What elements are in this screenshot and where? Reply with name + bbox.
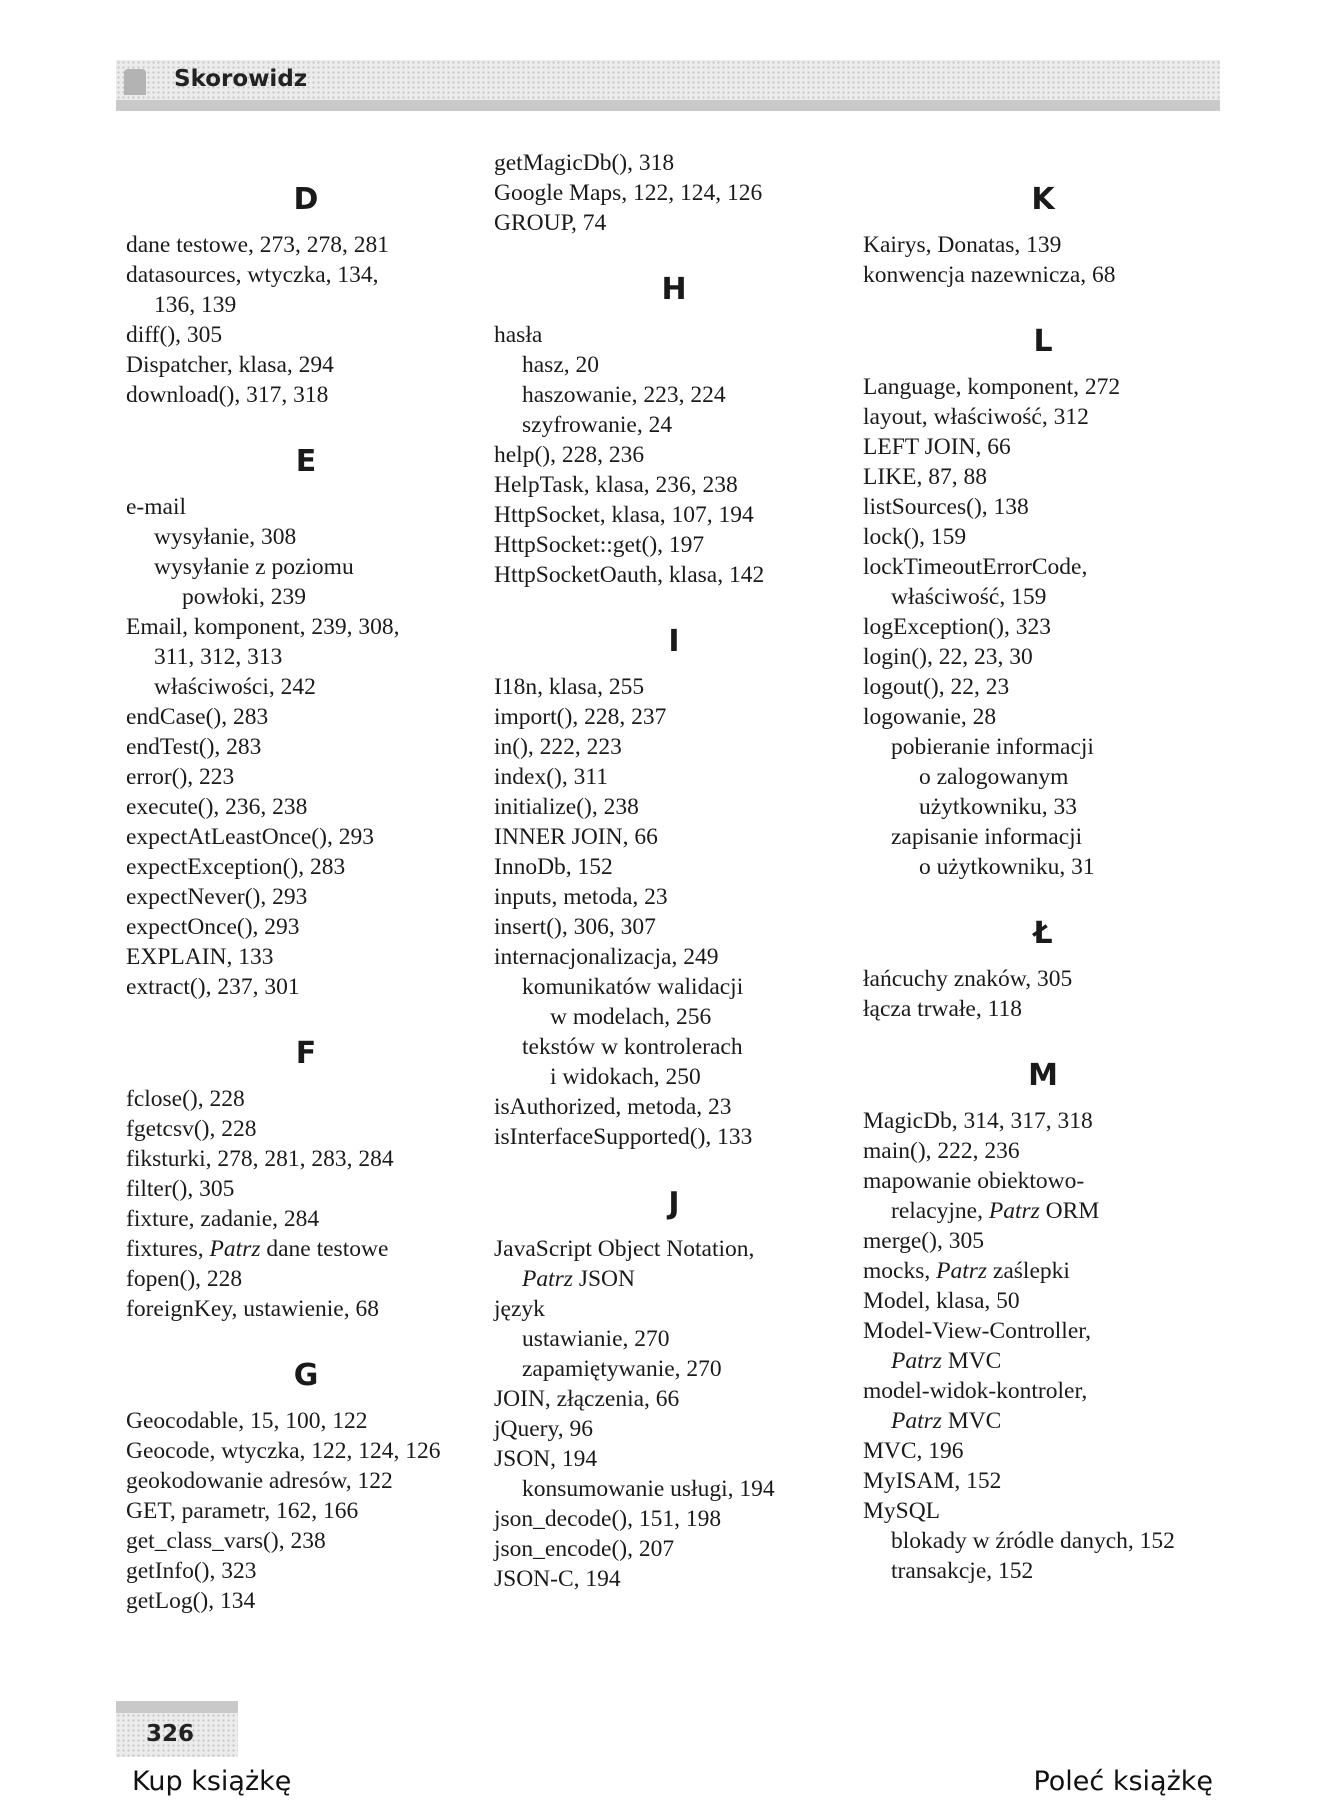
section-letter-heading: D xyxy=(293,182,319,217)
index-entry: download(), 317, 318 xyxy=(126,382,329,408)
entry-text: mocks, xyxy=(863,1258,937,1284)
index-entry: konwencja nazewnicza, 68 xyxy=(863,262,1116,288)
index-entry: getMagicDb(), 318 xyxy=(494,150,675,176)
index-entry: get_class_vars(), 238 xyxy=(126,1528,326,1554)
index-entry: lock(), 159 xyxy=(863,524,967,550)
index-entry: model-widok-kontroler, xyxy=(863,1378,1088,1404)
section-letter-heading: L xyxy=(1033,324,1053,359)
index-entry: Dispatcher, klasa, 294 xyxy=(126,352,334,378)
cross-reference-target: JSON xyxy=(572,1266,635,1292)
section-letter-heading: J xyxy=(668,1186,680,1221)
index-subentry: pobieranie informacji xyxy=(891,734,1094,760)
index-entry: Language, komponent, 272 xyxy=(863,374,1121,400)
index-subentry: haszowanie, 223, 224 xyxy=(522,382,726,408)
index-entry: INNER JOIN, 66 xyxy=(494,824,658,850)
index-entry: isAuthorized, metoda, 23 xyxy=(494,1094,732,1120)
section-letter-heading: I xyxy=(668,624,680,659)
index-subentry: 136, 139 xyxy=(154,292,237,318)
section-letter-heading: E xyxy=(295,444,317,479)
index-subentry: w modelach, 256 xyxy=(550,1004,712,1030)
entry-text: relacyjne, xyxy=(891,1198,989,1224)
index-entry: inputs, metoda, 23 xyxy=(494,884,668,910)
index-subentry xyxy=(863,1196,1223,1226)
page-number-tab xyxy=(116,1701,238,1757)
index-entry: HelpTask, klasa, 236, 238 xyxy=(494,472,738,498)
index-entry: MyISAM, 152 xyxy=(863,1468,1002,1494)
index-subentry: tekstów w kontrolerach xyxy=(522,1034,743,1060)
section-spacer xyxy=(126,1324,486,1352)
index-entry: MySQL xyxy=(863,1498,941,1524)
index-entry: logException(), 323 xyxy=(863,614,1051,640)
index-column-3 xyxy=(863,148,1223,1586)
index-entry: help(), 228, 236 xyxy=(494,442,645,468)
index-entry: insert(), 306, 307 xyxy=(494,914,656,940)
index-entry: diff(), 305 xyxy=(126,322,223,348)
index-entry: e-mail xyxy=(126,494,187,520)
cross-reference-label: Patrz xyxy=(522,1266,573,1292)
index-column-2 xyxy=(494,148,854,1594)
index-entry: LEFT JOIN, 66 xyxy=(863,434,1011,460)
index-entry: merge(), 305 xyxy=(863,1228,984,1254)
index-entry: Model, klasa, 50 xyxy=(863,1288,1020,1314)
index-entry: GROUP, 74 xyxy=(494,210,607,236)
cross-reference-target: ORM xyxy=(1039,1198,1100,1224)
index-entry: łącza trwałe, 118 xyxy=(863,996,1022,1022)
index-entry: getInfo(), 323 xyxy=(126,1558,257,1584)
index-subentry: użytkowniku, 33 xyxy=(919,794,1077,820)
index-entry: layout, właściwość, 312 xyxy=(863,404,1089,430)
index-entry: fclose(), 228 xyxy=(126,1086,245,1112)
section-letter-heading: G xyxy=(293,1358,319,1393)
recommend-book-link[interactable]: Poleć książkę xyxy=(1033,1766,1213,1797)
cross-reference-target: dane testowe xyxy=(260,1236,389,1262)
index-subentry xyxy=(863,1406,1223,1436)
index-entry: MVC, 196 xyxy=(863,1438,964,1464)
section-spacer xyxy=(863,1024,1223,1052)
index-subentry: szyfrowanie, 24 xyxy=(522,412,673,438)
index-subentry: blokady w źródle danych, 152 xyxy=(891,1528,1175,1554)
index-entry: isInterfaceSupported(), 133 xyxy=(494,1124,753,1150)
index-entry: EXPLAIN, 133 xyxy=(126,944,274,970)
section-spacer xyxy=(494,238,854,266)
index-entry: import(), 228, 237 xyxy=(494,704,667,730)
index-subentry: komunikatów walidacji xyxy=(522,974,744,1000)
index-entry: MagicDb, 314, 317, 318 xyxy=(863,1108,1093,1134)
index-entry: Kairys, Donatas, 139 xyxy=(863,232,1062,258)
index-entry: dane testowe, 273, 278, 281 xyxy=(126,232,390,258)
index-entry: initialize(), 238 xyxy=(494,794,639,820)
section-spacer xyxy=(494,590,854,618)
index-subentry: powłoki, 239 xyxy=(182,584,307,610)
cross-reference-label: Patrz xyxy=(891,1348,942,1374)
header-tab-marker xyxy=(124,69,146,95)
index-entry: logout(), 22, 23 xyxy=(863,674,1010,700)
index-entry: index(), 311 xyxy=(494,764,608,790)
index-subentry: właściwość, 159 xyxy=(891,584,1047,610)
index-entry: HttpSocket, klasa, 107, 194 xyxy=(494,502,754,528)
index-subentry: ustawianie, 270 xyxy=(522,1326,670,1352)
index-entry: expectNever(), 293 xyxy=(126,884,308,910)
index-subentry: i widokach, 250 xyxy=(550,1064,701,1090)
index-entry: getLog(), 134 xyxy=(126,1588,256,1614)
index-entry: Geocodable, 15, 100, 122 xyxy=(126,1408,368,1434)
section-letter-heading: H xyxy=(661,272,687,307)
section-letter-heading: F xyxy=(295,1036,317,1071)
index-entry: extract(), 237, 301 xyxy=(126,974,300,1000)
index-entry: Google Maps, 122, 124, 126 xyxy=(494,180,763,206)
index-entry: in(), 222, 223 xyxy=(494,734,622,760)
index-subentry: właściwości, 242 xyxy=(154,674,316,700)
section-spacer xyxy=(126,1002,486,1030)
index-entry: Model-View-Controller, xyxy=(863,1318,1092,1344)
section-spacer xyxy=(126,410,486,438)
index-entry: datasources, wtyczka, 134, xyxy=(126,262,379,288)
index-entry: GET, parametr, 162, 166 xyxy=(126,1498,359,1524)
index-entry: fixture, zadanie, 284 xyxy=(126,1206,320,1232)
index-entry: łańcuchy znaków, 305 xyxy=(863,966,1073,992)
index-entry: expectException(), 283 xyxy=(126,854,346,880)
section-letter-heading: K xyxy=(1031,182,1055,217)
cross-reference-label: Patrz xyxy=(936,1258,988,1284)
index-entry: json_encode(), 207 xyxy=(494,1536,675,1562)
cross-reference-label: Patrz xyxy=(209,1236,261,1262)
index-entry: mapowanie obiektowo- xyxy=(863,1168,1085,1194)
index-entry: lockTimeoutErrorCode, xyxy=(863,554,1088,580)
index-subentry: wysyłanie, 308 xyxy=(154,524,297,550)
index-entry xyxy=(863,1256,1223,1286)
section-spacer xyxy=(494,1152,854,1180)
index-entry: fiksturki, 278, 281, 283, 284 xyxy=(126,1146,394,1172)
cross-reference-target: MVC xyxy=(941,1408,1002,1434)
index-entry: HttpSocketOauth, klasa, 142 xyxy=(494,562,765,588)
index-subentry: o zalogowanym xyxy=(919,764,1069,790)
index-entry: internacjonalizacja, 249 xyxy=(494,944,719,970)
cross-reference-target: MVC xyxy=(941,1348,1002,1374)
index-entry: HttpSocket::get(), 197 xyxy=(494,532,705,558)
index-subentry xyxy=(863,1346,1223,1376)
index-entry: JavaScript Object Notation, xyxy=(494,1236,755,1262)
page-number: 326 xyxy=(146,1721,195,1747)
running-header xyxy=(116,60,1220,100)
index-entry: expectAtLeastOnce(), 293 xyxy=(126,824,374,850)
entry-text: fixtures, xyxy=(126,1236,210,1262)
index-entry: geokodowanie adresów, 122 xyxy=(126,1468,393,1494)
index-entry: login(), 22, 23, 30 xyxy=(863,644,1033,670)
index-subentry: konsumowanie usługi, 194 xyxy=(522,1476,775,1502)
index-entry: I18n, klasa, 255 xyxy=(494,674,645,700)
header-rule xyxy=(116,100,1220,111)
index-entry: listSources(), 138 xyxy=(863,494,1029,520)
index-subentry: 311, 312, 313 xyxy=(154,644,283,670)
index-entry: json_decode(), 151, 198 xyxy=(494,1506,722,1532)
index-entry: jQuery, 96 xyxy=(494,1416,593,1442)
index-entry: Email, komponent, 239, 308, xyxy=(126,614,400,640)
index-subentry: wysyłanie z poziomu xyxy=(154,554,354,580)
index-entry: hasła xyxy=(494,322,543,348)
section-letter-heading: Ł xyxy=(1033,916,1053,951)
index-entry: fopen(), 228 xyxy=(126,1266,243,1292)
index-subentry: hasz, 20 xyxy=(522,352,600,378)
cross-reference-label: Patrz xyxy=(988,1198,1040,1224)
section-spacer xyxy=(126,148,486,176)
section-spacer xyxy=(863,148,1223,176)
index-entry xyxy=(126,1234,486,1264)
index-entry: expectOnce(), 293 xyxy=(126,914,300,940)
index-entry: filter(), 305 xyxy=(126,1176,235,1202)
index-entry: LIKE, 87, 88 xyxy=(863,464,988,490)
index-entry: error(), 223 xyxy=(126,764,235,790)
index-entry: Geocode, wtyczka, 122, 124, 126 xyxy=(126,1438,441,1464)
index-entry: endCase(), 283 xyxy=(126,704,269,730)
index-entry: logowanie, 28 xyxy=(863,704,997,730)
index-subentry: o użytkowniku, 31 xyxy=(919,854,1095,880)
cross-reference-label: Patrz xyxy=(891,1408,942,1434)
index-entry: język xyxy=(494,1296,545,1322)
index-column-1 xyxy=(126,148,486,1616)
section-spacer xyxy=(863,290,1223,318)
index-entry: JSON, 194 xyxy=(494,1446,598,1472)
index-entry: endTest(), 283 xyxy=(126,734,262,760)
index-subentry xyxy=(494,1264,854,1294)
index-entry: fgetcsv(), 228 xyxy=(126,1116,257,1142)
running-header-title: Skorowidz xyxy=(174,66,308,92)
index-entry: JSON-C, 194 xyxy=(494,1566,621,1592)
index-subentry: zapamiętywanie, 270 xyxy=(522,1356,722,1382)
index-entry: main(), 222, 236 xyxy=(863,1138,1020,1164)
cross-reference-target: zaślepki xyxy=(987,1258,1070,1284)
index-entry: execute(), 236, 238 xyxy=(126,794,308,820)
buy-book-link[interactable]: Kup książkę xyxy=(132,1766,292,1797)
section-letter-heading: M xyxy=(1028,1058,1058,1093)
index-subentry: zapisanie informacji xyxy=(891,824,1083,850)
index-subentry: transakcje, 152 xyxy=(891,1558,1034,1584)
index-entry: InnoDb, 152 xyxy=(494,854,613,880)
index-entry: JOIN, złączenia, 66 xyxy=(494,1386,680,1412)
index-entry: foreignKey, ustawienie, 68 xyxy=(126,1296,379,1322)
section-spacer xyxy=(863,882,1223,910)
